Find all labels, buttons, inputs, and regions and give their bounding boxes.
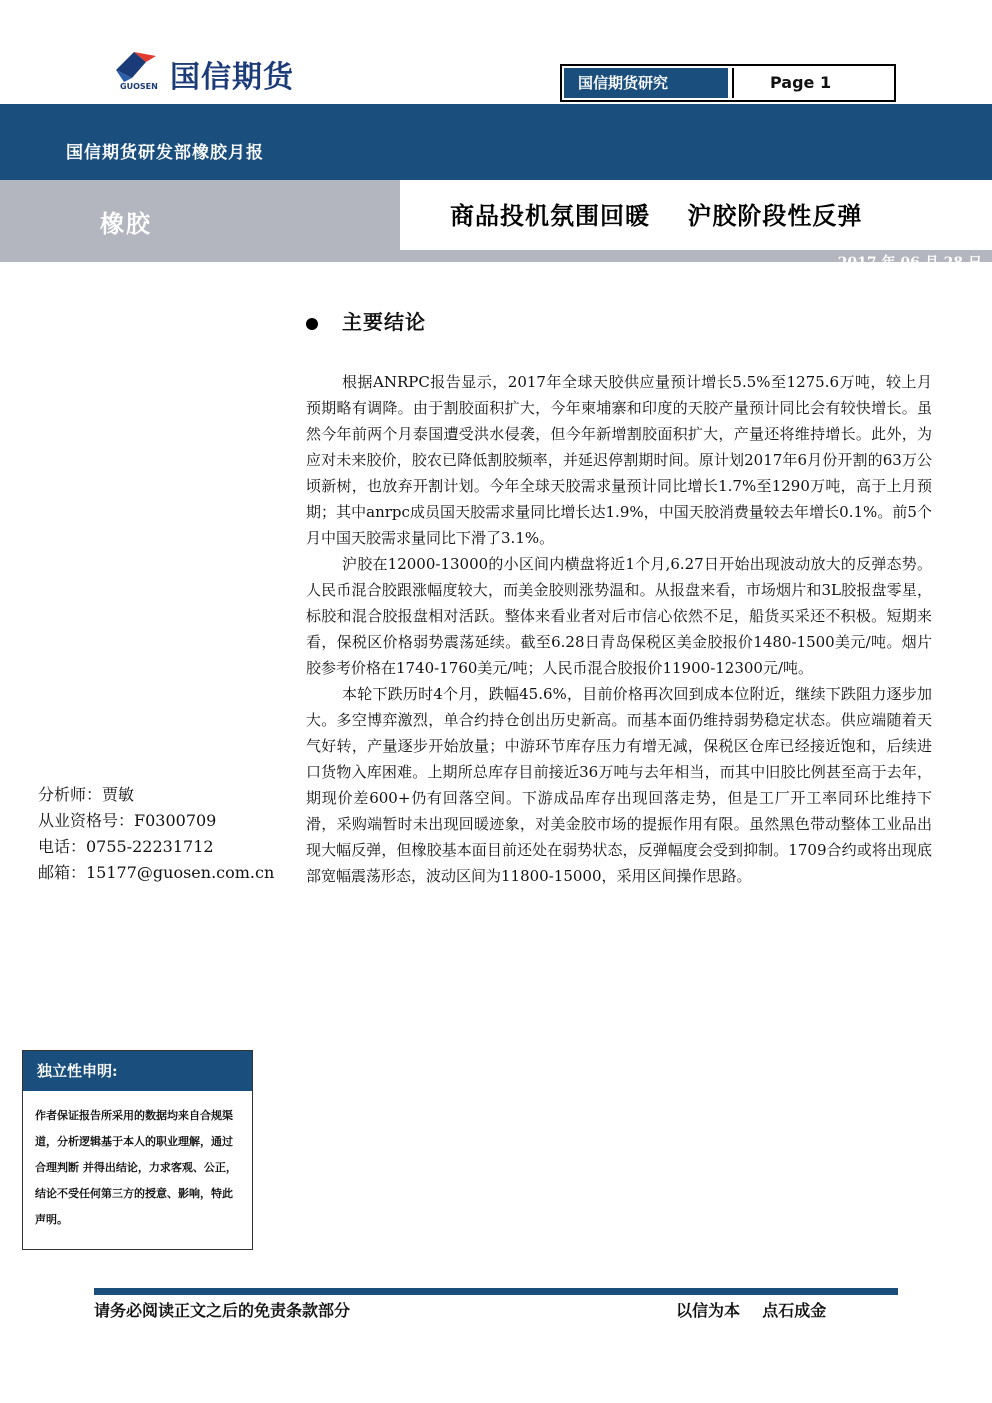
logo-subtext: GUOSEN <box>120 82 158 91</box>
analyst-phone: 电话：0755-22231712 <box>38 837 214 856</box>
independence-declaration <box>22 1050 253 1250</box>
analyst-license: 从业资格号：F0300709 <box>38 811 217 830</box>
footer-slogan: 以信为本 点石成金 <box>676 1301 827 1320</box>
paragraph: 沪胶在12000-13000的小区间内横盘将近1个月,6.27日开始出现波动放大的反弹态势。人民币混合胶跟涨幅度较大，而美金胶则涨势温和。从报盘来看，市场烟片和3L胶报盘零星，标胶和混合胶报盘相对活跃。整体来看业者对后市信心依然不足，船货买采还不积极。短期来看，保税区价格弱势震荡延续。截至6.28日青岛保税区美金胶报价1480-1500美元/吨。烟片胶参考价格在1740-1760美元/吨；人民币混合胶报价11900-12300元/吨。 <box>306 555 932 677</box>
title-banner <box>0 180 992 271</box>
footer-divider <box>94 1288 898 1295</box>
analyst-info <box>38 782 274 886</box>
department-banner <box>0 104 992 180</box>
category-label: 橡胶 <box>100 209 152 238</box>
section-title: 主要结论 <box>342 310 426 334</box>
logo-text: 国信期货 <box>170 60 294 95</box>
declaration-text: 作者保证报告所采用的数据均来自合规渠道，分析逻辑基于本人的职业理解，通过合理判断 并得出结论，力求客观、公正，结论不受任何第三方的授意、影响，特此声明。 <box>35 1109 237 1226</box>
department-title: 国信期货研发部橡胶月报 <box>66 143 264 163</box>
page-number: Page 1 <box>732 68 892 98</box>
paragraph: 本轮下跌历时4个月，跌幅45.6%，目前价格再次回到成本位附近，继续下跌阻力逐步加大。多空博弈激烈，单合约持仓创出历史新高。而基本面仍维持弱势稳定状态。供应端随着天气好转，产量逐步开始放量；中游环节库存压力有增无减，保税区仓库已经接近饱和，后续进口货物入库困难。上期所总库存目前接近36万吨与去年相当，而其中旧胶比例甚至高于去年，期现价差600+仍有回落空间。下游成品库存出现回落走势，但是工厂开工率同环比维持下滑，采购端暂时未出现回暖迹象，对美金胶市场的提振作用有限。虽然黑色带动整体工业品出现大幅反弹，但橡胶基本面目前还处在弱势状态，反弹幅度会受到抑制。1709合约或将出现底部宽幅震荡形态，波动区间为11800-15000，采用区间操作思路。 <box>306 685 932 885</box>
bullet-icon <box>306 318 318 330</box>
report-body <box>306 369 932 889</box>
declaration-heading: 独立性申明: <box>23 1051 252 1095</box>
footer-disclaimer: 请务必阅读正文之后的免责条款部分 <box>94 1301 351 1320</box>
analyst-name: 分析师：贾敏 <box>38 785 135 804</box>
header-box <box>560 64 896 102</box>
analyst-email: 邮箱：15177@guosen.com.cn <box>38 863 275 882</box>
report-date: 2017 年 06 月 28 日 <box>837 255 982 271</box>
paragraph: 根据ANRPC报告显示，2017年全球天胶供应量预计增长5.5%至1275.6万吨，较上月预期略有调降。由于割胶面积扩大，今年柬埔寨和印度的天胶产量预计同比会有较快增长。虽然今年前两个月泰国遭受洪水侵袭，但今年新增割胶面积扩大，产量还将维持增长。此外，为应对未来胶价，胶农已降低割胶频率，并延迟停割期时间。原计划2017年6月份开割的63万公顷新树，也放弃开割计划。今年全球天胶需求量预计同比增长1.7%至1290万吨，高于上月预期；其中anrpc成员国天胶需求量同比增长达1.9%，中国天胶消费量较去年增长0.1%。前5个月中国天胶需求量同比下滑了3.1%。 <box>306 373 932 547</box>
company-logo <box>112 48 352 94</box>
header-research-label: 国信期货研究 <box>564 68 728 98</box>
report-title-box <box>400 180 992 250</box>
report-title: 商品投机氛围回暖 沪胶阶段性反弹 <box>450 201 863 230</box>
